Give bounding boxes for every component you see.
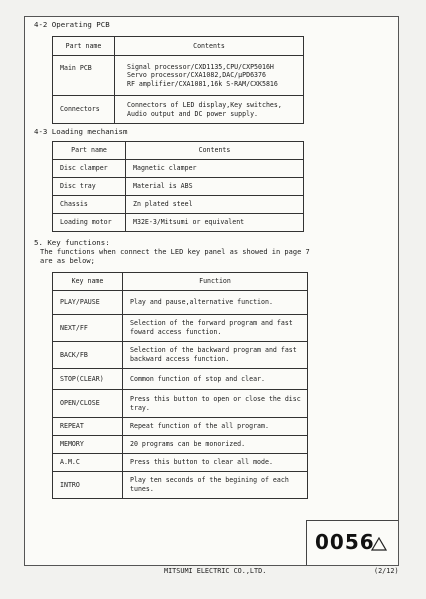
table-row xyxy=(53,178,304,196)
function-cell: Play ten seconds of the begining of each tunes. xyxy=(123,472,308,499)
function-cell: 20 programs can be monorized. xyxy=(123,436,308,454)
table-row xyxy=(53,418,308,436)
table-row xyxy=(53,96,304,124)
contents-line: Connectors of LED display,Key switches, xyxy=(127,100,282,109)
key-name-cell: REPEAT xyxy=(53,418,123,436)
footer-company: MITSUMI ELECTRIC CO.,LTD. xyxy=(164,567,267,575)
section-5-intro-line: The functions when connect the LED key panel as showed in page 7 xyxy=(40,248,310,256)
column-header-part-name: Part name xyxy=(53,37,115,56)
table-header-row xyxy=(53,37,304,56)
table-row xyxy=(53,472,308,499)
table-row xyxy=(53,160,304,178)
key-name-cell: PLAY/PAUSE xyxy=(53,291,123,315)
key-name-cell: BACK/FB xyxy=(53,342,123,369)
column-header-function: Function xyxy=(123,273,308,291)
contents-line: Audio output and DC power supply. xyxy=(127,109,259,118)
key-name-cell: INTRO xyxy=(53,472,123,499)
part-name-cell: Disc tray xyxy=(53,178,126,196)
section-5-heading: 5. Key functions: xyxy=(34,238,110,247)
key-functions-table xyxy=(52,272,308,499)
contents-cell: Zn plated steel xyxy=(126,196,304,214)
table-header-row xyxy=(53,273,308,291)
part-name-cell: Loading motor xyxy=(53,214,126,232)
contents-line: Signal processor/CXD1135,CPU/CXP5016H xyxy=(127,62,274,71)
part-name-cell: Chassis xyxy=(53,196,126,214)
section-4-3-heading: 4-3 Loading mechanism xyxy=(34,127,128,136)
table-row xyxy=(53,291,308,315)
section-5-intro-line: are as below; xyxy=(40,257,95,265)
key-name-cell: STOP(CLEAR) xyxy=(53,369,123,390)
function-cell: Repeat function of the all program. xyxy=(123,418,308,436)
column-header-part-name: Part name xyxy=(53,142,126,160)
contents-cell xyxy=(115,56,304,96)
table-header-row xyxy=(53,142,304,160)
loading-mechanism-table xyxy=(52,141,304,232)
table-row xyxy=(53,436,308,454)
key-name-cell: MEMORY xyxy=(53,436,123,454)
contents-cell: Magnetic clamper xyxy=(126,160,304,178)
part-name-cell: Connectors xyxy=(53,96,115,124)
column-header-contents: Contents xyxy=(126,142,304,160)
column-header-contents: Contents xyxy=(115,37,304,56)
column-header-key-name: Key name xyxy=(53,273,123,291)
table-row xyxy=(53,196,304,214)
part-name-cell: Disc clamper xyxy=(53,160,126,178)
function-cell: Press this button to open or close the disc tray. xyxy=(123,390,308,418)
operating-pcb-table xyxy=(52,36,304,124)
key-name-cell: OPEN/CLOSE xyxy=(53,390,123,418)
function-cell: Press this button to clear all mode. xyxy=(123,454,308,472)
function-cell: Selection of the forward program and fast foward access function. xyxy=(123,315,308,342)
table-row xyxy=(53,214,304,232)
document-number: 0056 xyxy=(315,530,375,554)
contents-cell xyxy=(115,96,304,124)
part-name-cell: Main PCB xyxy=(53,56,115,96)
function-cell: Common function of stop and clear. xyxy=(123,369,308,390)
table-row xyxy=(53,369,308,390)
contents-line: Servo processor/CXA1082,DAC/μPD6376 xyxy=(127,71,266,80)
key-name-cell: A.M.C xyxy=(53,454,123,472)
table-row xyxy=(53,390,308,418)
table-row xyxy=(53,342,308,369)
table-row xyxy=(53,56,304,96)
function-cell: Selection of the backward program and fast backward access function. xyxy=(123,342,308,369)
section-4-2-heading: 4-2 Operating PCB xyxy=(34,20,110,29)
contents-line: RF amplifier/CXA1081,16k S-RAM/CXK5816 xyxy=(127,79,278,88)
table-row xyxy=(53,454,308,472)
key-name-cell: NEXT/FF xyxy=(53,315,123,342)
document-number-stamp xyxy=(306,520,398,565)
contents-cell: Material is ABS xyxy=(126,178,304,196)
triangle-icon xyxy=(371,537,387,551)
contents-cell: M32E-3/Mitsumi or equivalent xyxy=(126,214,304,232)
footer-page-number: (2/12) xyxy=(374,567,399,575)
table-row xyxy=(53,315,308,342)
function-cell: Play and pause,alternative function. xyxy=(123,291,308,315)
